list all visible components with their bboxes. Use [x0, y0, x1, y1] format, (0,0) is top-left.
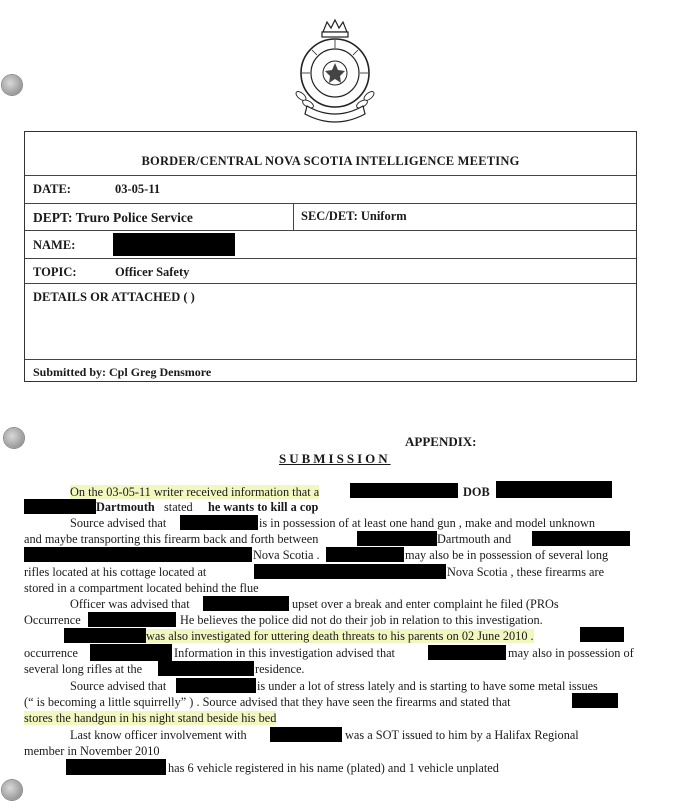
- redaction-block: [428, 645, 506, 660]
- form-title: BORDER/CENTRAL NOVA SCOTIA INTELLIGENCE MEETING: [141, 154, 520, 168]
- text-line: stores the handgun in his night stand beside his bed: [24, 711, 277, 725]
- row-divider: [25, 203, 636, 204]
- text-line: Last know officer involvement with: [70, 728, 247, 742]
- redaction-block: [326, 547, 404, 562]
- topic-label: TOPIC:: [33, 265, 77, 279]
- dept-label: DEPT: Truro Police Service: [33, 210, 193, 225]
- text-line: and maybe transporting this firearm back and forth between: [24, 532, 319, 546]
- redaction-block: [254, 564, 446, 579]
- redaction-block: [64, 628, 146, 643]
- column-divider: [293, 203, 294, 230]
- text-line: was also investigated for uttering death threats to his parents on 02 June 2010 .: [146, 629, 534, 643]
- redaction-block: [158, 661, 254, 676]
- text-line: Source advised that: [70, 679, 167, 693]
- text-line: Dartmouth: [96, 500, 155, 514]
- punch-hole-middle: [4, 428, 24, 448]
- topic-value: Officer Safety: [115, 265, 190, 279]
- redaction-block: [572, 693, 618, 708]
- redaction-block: [203, 596, 289, 611]
- text-line: On the 03-05-11 writer received information that a: [70, 485, 320, 499]
- text-line: Officer was advised that: [70, 597, 190, 611]
- redaction-block: [496, 481, 612, 498]
- submission-heading: SUBMISSION: [279, 451, 391, 466]
- redaction-block: [88, 612, 176, 627]
- redacted-name: [113, 233, 235, 256]
- row-divider: [25, 175, 636, 176]
- text-line: rifles located at his cottage located at: [24, 565, 207, 579]
- row-divider: [25, 258, 636, 259]
- text-line: stated: [164, 500, 193, 514]
- redaction-block: [90, 644, 172, 661]
- redaction-block: [350, 483, 458, 498]
- punch-hole-bottom: [2, 780, 22, 800]
- text-line: was a SOT issued to him by a Halifax Regional: [345, 728, 579, 742]
- secdet-label: SEC/DET: Uniform: [301, 209, 407, 223]
- date-value: 03-05-11: [115, 182, 161, 196]
- text-line: is in possession of at least one hand gun , make and model unknown: [259, 516, 596, 530]
- text-line: member in November 2010: [24, 744, 160, 758]
- text-line: Dartmouth and: [437, 532, 512, 546]
- text-line: DOB: [463, 485, 490, 499]
- row-divider: [25, 283, 636, 284]
- redaction-block: [24, 499, 96, 514]
- redaction-block: [180, 515, 258, 530]
- redaction-block: [24, 547, 252, 562]
- text-line: Nova Scotia , these firearms are: [447, 565, 605, 579]
- text-line: Nova Scotia .: [253, 548, 320, 562]
- row-divider: [25, 359, 636, 360]
- text-line: several long rifles at the: [24, 662, 143, 676]
- row-divider: [25, 230, 636, 231]
- submitted-by-label: Submitted by: Cpl Greg Densmore: [33, 365, 212, 379]
- punch-hole-top: [2, 75, 22, 95]
- text-line: may also be in possession of several long: [405, 548, 609, 562]
- details-label: DETAILS OR ATTACHED ( ): [33, 290, 195, 304]
- text-line: Source advised that: [70, 516, 167, 530]
- name-label: NAME:: [33, 238, 76, 252]
- text-line: residence.: [255, 662, 305, 676]
- redaction-block: [357, 531, 437, 546]
- text-line: stored in a compartment located behind the flue: [24, 581, 259, 595]
- text-line: may also in possession of: [508, 646, 634, 660]
- redaction-block: [270, 727, 342, 742]
- redaction-block: [580, 627, 624, 642]
- text-line: upset over a break and enter complaint he filed (PROs: [292, 597, 559, 611]
- text-line: He believes the police did not do their job in relation to this investigation.: [180, 613, 543, 627]
- text-line: (“ is becoming a little squirrelly” ) . Source advised that they have seen the firearms and stated that: [24, 695, 511, 709]
- redaction-block: [532, 531, 630, 546]
- text-line: Information in this investigation advised that: [174, 646, 395, 660]
- police-crest-logo: [285, 18, 385, 130]
- appendix-heading: APPENDIX:: [405, 434, 477, 449]
- text-line: he wants to kill a cop: [208, 500, 319, 514]
- redaction-block: [66, 759, 166, 775]
- text-line: occurrence: [24, 646, 78, 660]
- date-label: DATE:: [33, 182, 71, 196]
- meeting-form: [24, 131, 637, 382]
- text-line: is under a lot of stress lately and is starting to have some metal issues: [257, 679, 598, 693]
- text-line: Occurrence: [24, 613, 81, 627]
- redaction-block: [176, 678, 256, 693]
- text-line: has 6 vehicle registered in his name (plated) and 1 vehicle unplated: [168, 761, 499, 775]
